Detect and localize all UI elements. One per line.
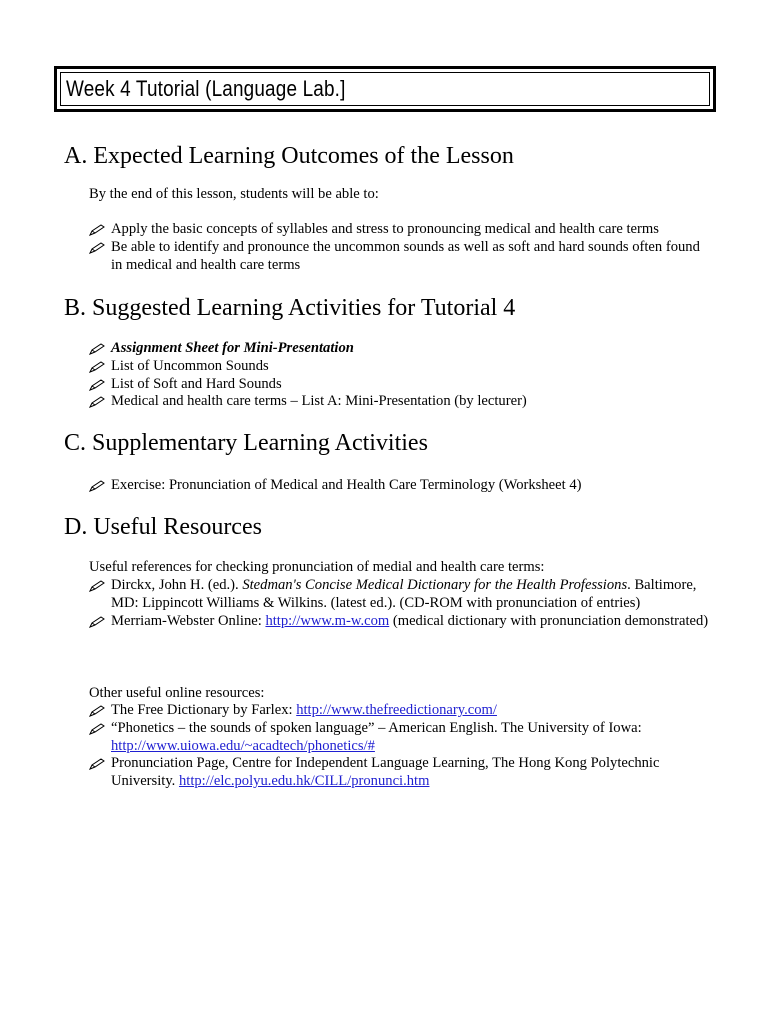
list-item — [89, 358, 709, 376]
section-a-heading: A. Expected Learning Outcomes of the Lesson — [64, 143, 514, 169]
pen-nib-icon — [89, 723, 106, 735]
list-item-text: Be able to identify and pronounce the uncommon sounds as well as soft and hard sounds often found in medical and health care terms — [111, 238, 700, 273]
free-dictionary-link[interactable]: http://www.thefreedictionary.com/ — [296, 702, 497, 718]
list-item — [89, 720, 709, 756]
list-item-text: List of Uncommon Sounds — [111, 357, 269, 374]
pen-nib-icon — [89, 379, 106, 391]
section-d-intro-online: Other useful online resources: — [89, 685, 265, 701]
section-b-list — [89, 340, 709, 411]
reference-details: (medical dictionary with pronunciation demonstrated) — [389, 612, 709, 629]
list-item — [89, 221, 709, 239]
list-item — [89, 393, 709, 411]
pen-nib-icon — [89, 480, 106, 492]
resource-label: “Phonetics – the sounds of spoken language” – American English. The University of Iowa: — [111, 719, 642, 736]
list-item-text: Exercise: Pronunciation of Medical and Health Care Terminology (Worksheet 4) — [111, 477, 582, 493]
reference-details: . Baltimore, MD: Lippincott Williams & Wilkins. (latest ed.). (CD-ROM with pronunciation of entries) — [111, 577, 697, 611]
pen-nib-icon — [89, 224, 106, 236]
section-d-online-list — [89, 702, 709, 791]
section-d-intro-references: Useful references for checking pronunciation of medial and health care terms: — [89, 559, 545, 575]
reference-book-title: Stedman's Concise Medical Dictionary for the Health Professions — [242, 577, 628, 593]
merriam-webster-link[interactable]: http://www.m-w.com — [265, 612, 390, 629]
section-a — [64, 142, 724, 170]
section-a-list — [89, 221, 709, 274]
list-item — [89, 376, 709, 394]
pen-nib-icon — [89, 396, 106, 408]
list-item — [89, 755, 709, 791]
section-d-heading: D. Useful Resources — [64, 514, 262, 540]
resource-label: The Free Dictionary by Farlex: — [111, 702, 297, 718]
pen-nib-icon — [89, 361, 106, 373]
polyu-cill-link[interactable]: http://elc.polyu.edu.hk/CILL/pronunci.htm — [178, 773, 430, 790]
resource-label: Pronunciation Page, Centre for Independent Language Learning, The Hong Kong Polytechnic University. — [111, 755, 660, 790]
section-b-heading: B. Suggested Learning Activities for Tutorial 4 — [64, 295, 516, 321]
pen-nib-icon — [89, 616, 106, 628]
section-d-references-list — [89, 577, 709, 630]
list-item-text: Apply the basic concepts of syllables and stress to pronouncing medical and health care terms — [111, 221, 659, 237]
list-item — [89, 239, 709, 275]
list-item-text: List of Soft and Hard Sounds — [111, 375, 282, 392]
list-item — [89, 477, 709, 495]
section-c-heading: C. Supplementary Learning Activities — [64, 430, 428, 456]
pen-nib-icon — [89, 705, 106, 717]
title-box — [54, 66, 716, 112]
list-item — [89, 340, 709, 358]
list-item — [89, 613, 709, 631]
reference-author: Dirckx, John H. (ed.). — [111, 577, 243, 593]
pen-nib-icon — [89, 758, 106, 770]
list-item-text: Medical and health care terms – List A: Mini-Presentation (by lecturer) — [111, 393, 527, 410]
page-title: Week 4 Tutorial (Language Lab.] — [66, 76, 346, 101]
section-b — [64, 294, 724, 322]
list-item — [89, 702, 709, 720]
list-item — [89, 577, 709, 613]
section-d — [64, 513, 724, 541]
section-c-list — [89, 477, 709, 495]
pen-nib-icon — [89, 343, 106, 355]
pen-nib-icon — [89, 242, 106, 254]
pen-nib-icon — [89, 580, 106, 592]
reference-label: Merriam-Webster Online: — [111, 612, 266, 629]
list-item-text: Assignment Sheet for Mini-Presentation — [111, 340, 354, 356]
uiowa-phonetics-link[interactable]: http://www.uiowa.edu/~acadtech/phonetics/# — [111, 737, 375, 754]
section-a-intro: By the end of this lesson, students will be able to: — [89, 186, 379, 202]
section-c — [64, 429, 724, 457]
